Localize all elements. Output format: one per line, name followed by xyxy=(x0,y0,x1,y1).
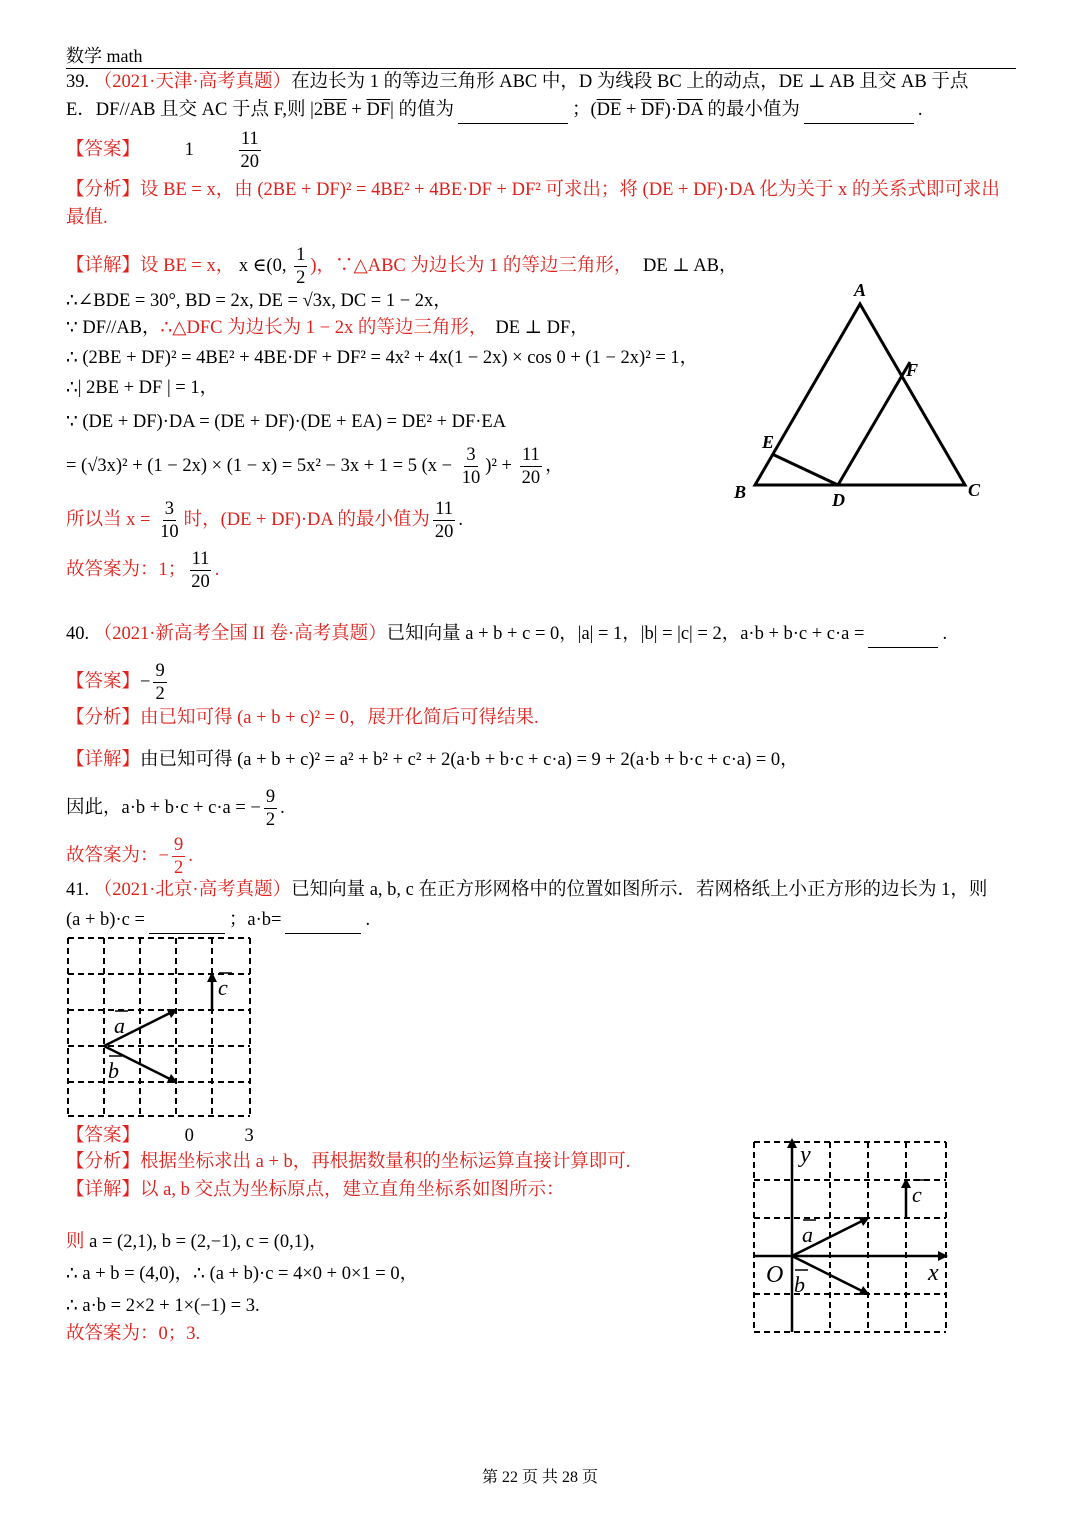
origin-label: O xyxy=(766,1262,784,1288)
axis-x-label: x xyxy=(928,1260,939,1286)
q39-det1a: 设 BE = x， xyxy=(140,255,235,276)
q39-analysis-2: 最值. xyxy=(66,208,108,228)
q39-det8e: . xyxy=(458,509,463,530)
q39-det3a: ∵ DF//AB， xyxy=(66,318,161,338)
triangle-figure xyxy=(730,278,990,508)
q39-detail-1 xyxy=(66,244,738,289)
answer-label: 【答案】 xyxy=(66,139,141,160)
q40-detail-text: 由已知可得 (a + b + c)² = a² + b² + c² + 2(a·b + b·c + c·a) = 9 + 2(a·b + b·c + c·a) = 0， xyxy=(140,750,799,770)
vector-a-label-2: a xyxy=(802,1222,813,1247)
q40-analysis-text: 由已知可得 (a + b + c)² = 0，展开化简后可得结果. xyxy=(140,708,539,728)
q39-det3b: ∴△DFC 为边长为 1 − 2x 的等边三角形， xyxy=(160,318,488,338)
q41-line1 xyxy=(66,876,987,904)
q40-final-a: 故答案为：− xyxy=(66,845,169,866)
q39-det1f: DE ⊥ AB， xyxy=(643,255,738,276)
q39-l2i: $\overline{DF}$ xyxy=(641,100,665,120)
analysis-label: 【分析】 xyxy=(66,1152,141,1172)
q39-stem: 在边长为 1 的等边三角形 ABC 中，D 为线段 BC 上的动点，DE ⊥ AB 且交 AB 于点 xyxy=(291,72,969,92)
coordinate-grid-figure xyxy=(752,1140,952,1336)
answer-blank-3 xyxy=(868,629,938,648)
q41-detail-2 xyxy=(66,1228,328,1256)
q41-l2c: . xyxy=(365,910,371,930)
label-d: D xyxy=(832,490,845,510)
q41-source: （2021·北京·高考真题） xyxy=(93,880,292,900)
q39-det8d: $\frac{11}{20}$ xyxy=(434,499,454,542)
q39-final-b: . xyxy=(214,559,220,580)
q40-source: （2021·新高考全国 II 卷·高考真题） xyxy=(93,624,387,644)
q41-detail xyxy=(66,1176,564,1204)
answer-blank-5 xyxy=(285,915,361,934)
q40-line1 xyxy=(66,620,947,648)
q39-l2d: $\overline{DF}$ xyxy=(366,100,391,120)
q39-final-a: 故答案为：1； xyxy=(66,559,187,580)
q39-answer-1: 1 xyxy=(184,139,194,160)
label-b: B xyxy=(734,482,747,502)
q39-l2k: $\overline{DA}$ xyxy=(676,100,703,120)
q41-number: 41. xyxy=(66,880,90,900)
q40-final-b: . xyxy=(188,845,193,866)
q39-detail-3 xyxy=(66,314,589,342)
q39-source: （2021·天津·高考真题） xyxy=(93,72,292,92)
q41-stem: 已知向量 a, b, c 在正方形网格中的位置如图所示．若网格纸上小正方形的边长为 1，则 xyxy=(291,880,988,900)
q41-answer xyxy=(66,1122,254,1150)
triangle-abc xyxy=(755,304,965,485)
q39-l2c: + xyxy=(346,100,367,120)
answer-blank-2 xyxy=(804,105,914,124)
analysis-label: 【分析】 xyxy=(66,708,141,728)
axis-y-label: y xyxy=(800,1142,811,1168)
label-f: F xyxy=(906,360,919,380)
vector-c-label: c xyxy=(218,975,228,1000)
analysis-label: 【分析】 xyxy=(66,180,141,200)
q41-answer-2: 3 xyxy=(244,1126,254,1146)
label-a: A xyxy=(854,280,867,300)
q39-det8b: $\frac{3}{10}$ xyxy=(160,499,179,542)
label-c: C xyxy=(968,480,981,500)
q39-answer-2: $\frac{11}{20}$ xyxy=(240,129,260,172)
q41-detail-4: ∴ a·b = 2×2 + 1×(−1) = 3. xyxy=(66,1296,260,1316)
q39-l2b: $\overline{BE}$ xyxy=(323,100,347,120)
q39-detail-7 xyxy=(66,444,564,489)
q41-det2b: a = (2,1), b = (2,−1), c = (0,1)， xyxy=(89,1232,328,1252)
q41-line2 xyxy=(66,906,370,934)
q39-answer xyxy=(66,128,264,173)
q39-l2a: E．DF//AB 且交 AC 于点 F,则 |2 xyxy=(66,100,324,120)
q39-det1b: x ∈ xyxy=(238,255,267,276)
q40-analysis xyxy=(66,704,539,732)
q41-detail-text: 以 a, b 交点为坐标原点，建立直角坐标系如图所示： xyxy=(140,1180,565,1200)
grid-lines xyxy=(68,938,250,1116)
detail-label: 【详解】 xyxy=(66,1180,141,1200)
q39-det1d: $\frac{1}{2}$ xyxy=(296,245,306,288)
q39-analysis-text: 设 BE = x，由 (2BE + DF)² = 4BE² + 4BE·DF + DF² 可求出；将 (DE + DF)·DA 化为关于 x 的关系式即可求出 xyxy=(140,180,1000,200)
q39-det1e: )，∵△ABC 为边长为 1 的等边三角形， xyxy=(310,255,633,276)
segment-de xyxy=(772,454,838,485)
q39-det8a: 所以当 x = xyxy=(66,509,156,530)
q39-detail-2: ∴∠BDE = 30°, BD = 2x, DE = √3x, DC = 1 − 2x， xyxy=(66,291,452,311)
q40-number: 40. xyxy=(66,624,90,644)
vector-b-label-2: b xyxy=(794,1272,805,1297)
q39-line1 xyxy=(66,68,968,96)
q40-detail xyxy=(66,746,799,774)
q39-l2e: | 的值为 xyxy=(390,100,454,120)
q41-det2a: 则 xyxy=(66,1232,90,1252)
answer-blank-4 xyxy=(149,915,225,934)
q39-final-frac: $\frac{11}{20}$ xyxy=(191,549,210,592)
q41-analysis xyxy=(66,1148,630,1176)
q39-det7e: ， xyxy=(545,455,564,476)
grid-lines-2 xyxy=(754,1142,946,1332)
q39-l2j: )· xyxy=(664,100,677,120)
vector-a-label: a xyxy=(114,1013,125,1038)
q40-answer-frac: $\frac{9}{2}$ xyxy=(155,661,165,704)
q41-analysis-text: 根据坐标求出 a + b，再根据数量积的坐标运算直接计算即可. xyxy=(140,1152,631,1172)
q40-l1d: . xyxy=(942,624,948,644)
page-footer: 第 22 页 共 28 页 xyxy=(481,1469,598,1486)
q39-l2m: . xyxy=(917,100,923,120)
vector-b-label: b xyxy=(108,1058,119,1083)
vector-overarrows xyxy=(109,973,232,1056)
vector-c-label-2: c xyxy=(912,1182,922,1207)
q39-det7a: = (√3x)² + (1 − 2x) × (1 − x) = 5x² − 3x + 1 = 5 (x − xyxy=(66,455,457,476)
q39-l2f: ；( xyxy=(571,100,597,120)
q40-final-frac: $\frac{9}{2}$ xyxy=(173,835,184,878)
q39-det8c: 时，(DE + DF)·DA 的最小值为 xyxy=(183,509,430,530)
q39-det7c: )² + xyxy=(485,455,517,476)
q40-final xyxy=(66,834,193,879)
q40-det2a: 因此，a·b + b·c + c·a = − xyxy=(66,797,261,818)
page-header: 数学 math xyxy=(66,46,143,66)
q39-number: 39. xyxy=(66,72,90,92)
label-e: E xyxy=(762,432,775,452)
q40-detail-2 xyxy=(66,786,285,831)
q39-detail-6: ∵ (DE + DF)·DA = (DE + DF)·(DE + EA) = DE² + DF·EA xyxy=(66,412,507,432)
q39-det3c: DE ⊥ DF， xyxy=(495,318,589,338)
q39-det1c: (0, xyxy=(266,255,292,276)
answer-blank-1 xyxy=(458,105,568,124)
q39-detail-5: ∴| 2BE + DF | = 1， xyxy=(66,378,219,398)
detail-label: 【详解】 xyxy=(66,255,141,276)
q39-final xyxy=(66,548,219,593)
q39-det7d: $\frac{11}{20}$ xyxy=(521,445,541,488)
q39-l2h: + xyxy=(621,100,641,120)
q40-det2b: . xyxy=(280,797,285,818)
q39-detail-4: ∴ (2BE + DF)² = 4BE² + 4BE·DF + DF² = 4x² + 4x(1 − 2x) × cos 0 + (1 − 2x)² = 1， xyxy=(66,348,699,368)
q40-answer xyxy=(66,660,170,705)
q41-answer-1: 0 xyxy=(184,1126,194,1146)
q40-det2-frac: $\frac{9}{2}$ xyxy=(265,787,276,830)
vector-grid-figure xyxy=(68,938,252,1118)
segment-df xyxy=(838,362,910,485)
q40-ans-sign: − xyxy=(140,671,151,692)
detail-label: 【详解】 xyxy=(66,750,141,770)
q41-detail-3: ∴ a + b = (4,0)，∴ (a + b)·c = 4×0 + 0×1 = 0， xyxy=(66,1264,419,1284)
q41-l2a: (a + b)·c = xyxy=(66,910,145,930)
q40-stem: 已知向量 a + b + c = 0，|a| = 1，|b| = |c| = 2，a·b + b·c + c·a = xyxy=(386,624,865,644)
answer-label: 【答案】 xyxy=(66,671,141,692)
q39-detail-8 xyxy=(66,498,463,543)
q39-l2l: 的最小值为 xyxy=(702,100,800,120)
q41-l2b: ；a·b= xyxy=(228,910,282,930)
q41-final: 故答案为：0；3. xyxy=(66,1324,201,1344)
answer-label: 【答案】 xyxy=(66,1126,141,1146)
q39-analysis xyxy=(66,176,1000,204)
q39-line2 xyxy=(66,96,922,124)
q39-l2g: $\overline{DE}$ xyxy=(596,100,622,120)
q39-det7b: $\frac{3}{10}$ xyxy=(461,445,481,488)
